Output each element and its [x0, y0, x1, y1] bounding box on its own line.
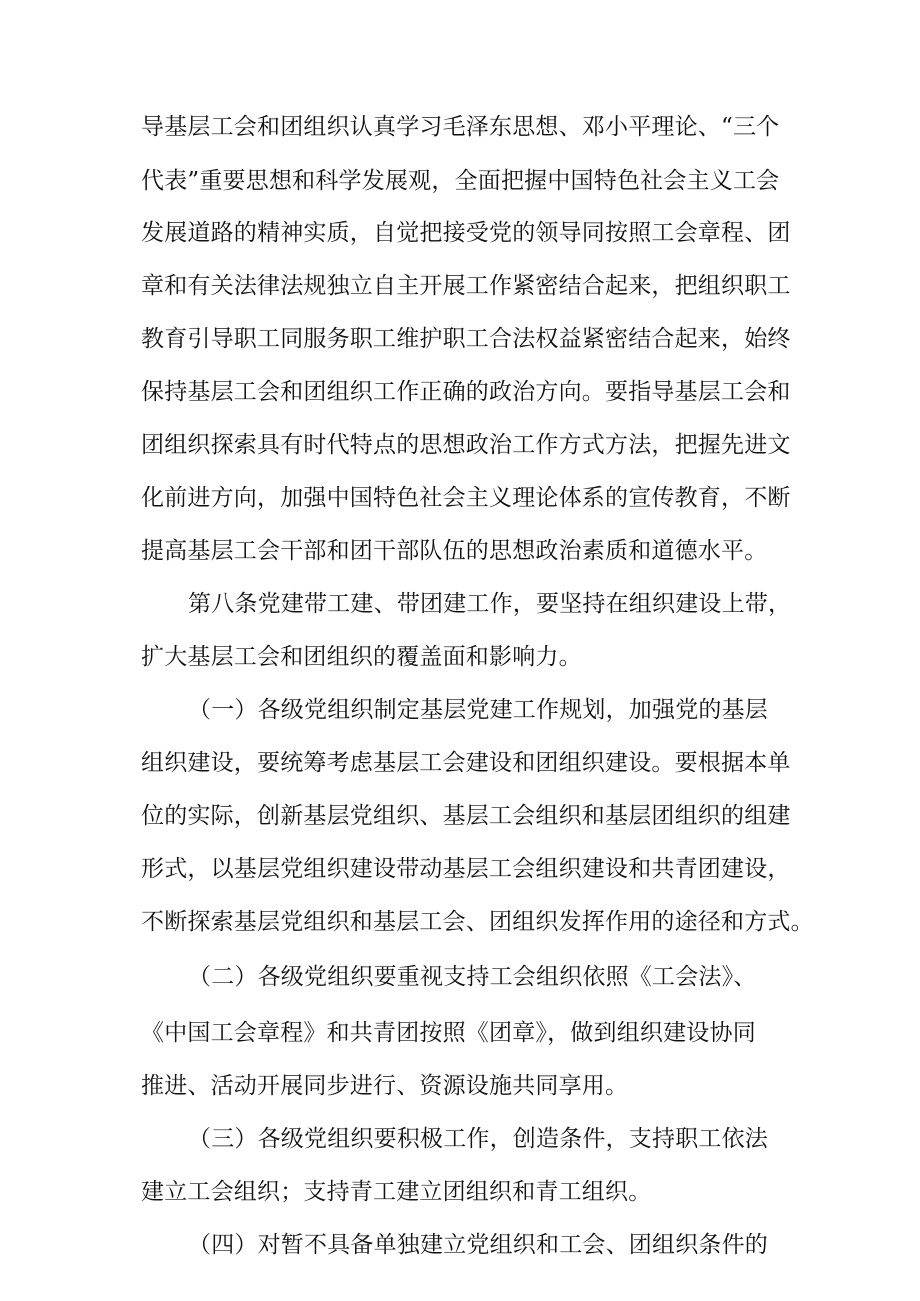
clause-line: （四）对暂不具备单独建立党组织和工会、团组织条件的 — [188, 1232, 768, 1258]
article-heading-line: 第八条党建带工建、带团建工作，要坚持在组织建设上带， — [188, 591, 792, 617]
text-line: 推进、活动开展同步进行、资源设施共同享用。 — [141, 1073, 629, 1099]
text-line: 《中国工会章程》和共青团按照《团章》，做到组织建设协同 — [141, 1020, 756, 1046]
text-line: 形式，以基层党组织建设带动基层工会组织建设和共青团建设， — [141, 856, 791, 882]
text-line: 不断探索基层党组织和基层工会、团组织发挥作用的途径和方式。 — [141, 909, 814, 935]
text-line: 章和有关法律法规独立自主开展工作紧密结合起来，把组织职工 — [141, 273, 791, 299]
text-line: 代表”重要思想和科学发展观，全面把握中国特色社会主义工会 — [141, 168, 780, 194]
text-line: 保持基层工会和团组织工作正确的政治方向。要指导基层工会和 — [141, 379, 791, 405]
text-line: 教育引导职工同服务职工维护职工合法权益紧密结合起来，始终 — [141, 326, 791, 352]
clause-line: （二）各级党组织要重视支持工会组织依照《工会法》、 — [188, 964, 757, 990]
text-line: 建立工会组织；支持青工建立团组织和青工组织。 — [141, 1179, 652, 1205]
text-line: 化前进方向，加强中国特色社会主义理论体系的宣传教育，不断 — [141, 485, 791, 511]
text-line: 提高基层工会干部和团干部队伍的思想政治素质和道德水平。 — [141, 538, 768, 564]
text-line: 团组织探索具有时代特点的思想政治工作方式方法，把握先进文 — [141, 432, 791, 458]
text-line: 发展道路的精神实质，自觉把接受党的领导同按照工会章程、团 — [141, 220, 791, 246]
text-line: 扩大基层工会和团组织的覆盖面和影响力。 — [141, 644, 582, 670]
clause-line: （三）各级党组织要积极工作，创造条件，支持职工依法 — [188, 1126, 768, 1152]
clause-line: （一）各级党组织制定基层党建工作规划，加强党的基层 — [188, 697, 768, 723]
text-line: 组织建设，要统筹考虑基层工会建设和团组织建设。要根据本单 — [141, 750, 791, 776]
text-line: 导基层工会和团组织认真学习毛泽东思想、邓小平理论、“三个 — [141, 114, 780, 140]
text-line: 位的实际，创新基层党组织、基层工会组织和基层团组织的组建 — [141, 803, 791, 829]
